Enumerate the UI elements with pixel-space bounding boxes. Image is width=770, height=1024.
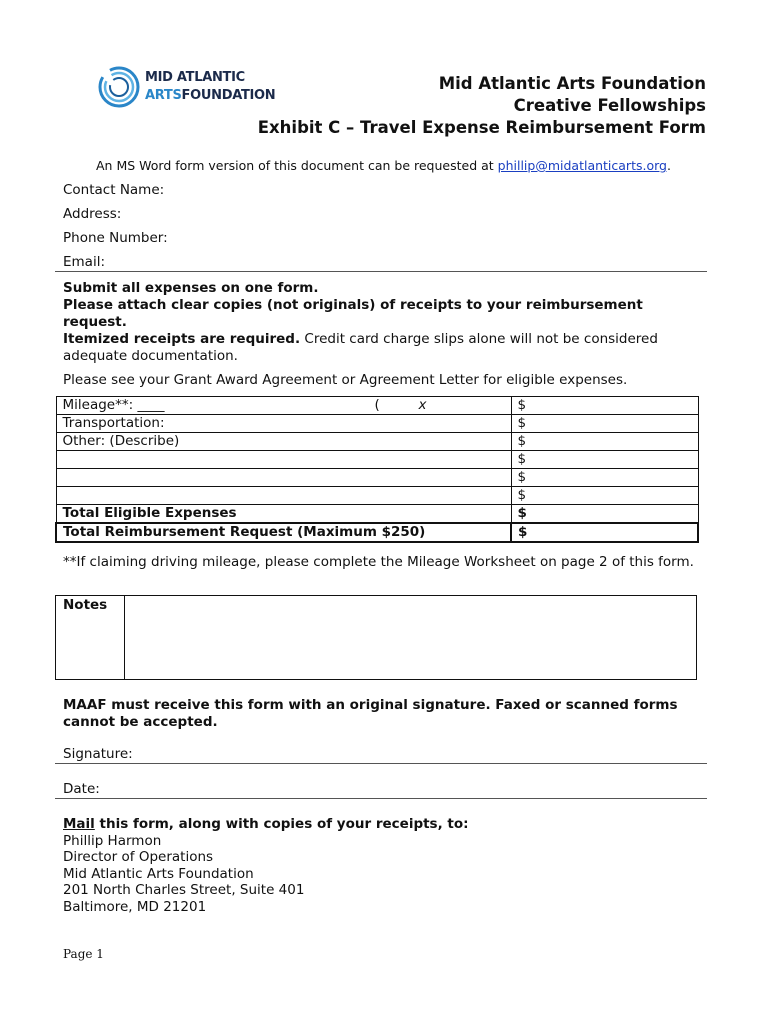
date-line[interactable]	[55, 798, 707, 799]
table-row	[56, 487, 698, 505]
expense-table	[55, 396, 699, 543]
transportation-cell[interactable]: Transportation:	[56, 415, 511, 433]
table-row	[56, 415, 698, 433]
email-label: Email:	[63, 254, 106, 270]
blank-cell[interactable]	[56, 451, 511, 469]
total-label: Total Eligible Expenses	[56, 505, 511, 524]
table-row	[56, 451, 698, 469]
table-row	[56, 469, 698, 487]
logo-line-1: MID ATLANTIC	[145, 70, 245, 85]
logo-ring-icon	[97, 64, 141, 110]
amount-cell[interactable]: $	[511, 397, 698, 415]
foundation-logo	[97, 64, 277, 114]
amount-cell[interactable]: $	[511, 469, 698, 487]
signature-notice: MAAF must receive this form with an original signature. Faxed or scanned forms cannot be accepted.	[63, 697, 678, 730]
address-label: Address:	[63, 206, 122, 222]
amount-cell[interactable]: $	[511, 451, 698, 469]
mailing-address	[63, 816, 469, 915]
address-line: Director of Operations	[63, 849, 214, 865]
eligible-expenses-note: Please see your Grant Award Agreement or Agreement Letter for eligible expenses.	[63, 372, 628, 388]
request-label: Total Reimbursement Request (Maximum $250)	[56, 523, 511, 542]
amount-cell[interactable]: $	[511, 433, 698, 451]
notes-box[interactable]	[55, 595, 697, 680]
word-version-note: An MS Word form version of this document can be requested at phillip@midatlanticarts.org.	[96, 158, 671, 173]
logo-line-2: ARTSFOUNDATION	[145, 88, 276, 103]
blank-cell[interactable]	[56, 487, 511, 505]
phone-label: Phone Number:	[63, 230, 168, 246]
mail-instruction: Mail this form, along with copies of your receipts, to:	[63, 816, 469, 832]
instructions	[63, 280, 703, 365]
amount-cell[interactable]: $	[511, 415, 698, 433]
total-row	[56, 505, 698, 524]
email-link[interactable]: phillip@midatlanticarts.org	[497, 158, 667, 173]
amount-cell[interactable]: $	[511, 487, 698, 505]
table-row	[56, 433, 698, 451]
instruction-itemized: Itemized receipts are required. Credit card charge slips alone will not be considered adequate documentation.	[63, 331, 658, 364]
signature-label: Signature:	[63, 746, 133, 762]
org-title: Mid Atlantic Arts Foundation	[438, 74, 706, 93]
blank-cell[interactable]	[56, 469, 511, 487]
signature-line[interactable]	[55, 763, 707, 764]
instruction-one-form: Submit all expenses on one form.	[63, 280, 319, 296]
notes-label: Notes	[63, 597, 108, 613]
other-cell[interactable]: Other: (Describe)	[56, 433, 511, 451]
instruction-copies: Please attach clear copies (not originals) of receipts to your reimbursement request.	[63, 297, 643, 330]
program-title: Creative Fellowships	[513, 96, 706, 115]
address-line: Phillip Harmon	[63, 832, 162, 849]
request-row	[56, 523, 698, 542]
mileage-cell[interactable]: Mileage**: ____ ( x	[56, 397, 511, 415]
notes-divider	[124, 596, 125, 679]
form-title: Exhibit C – Travel Expense Reimbursement Form	[257, 118, 706, 137]
request-amount-cell[interactable]: $	[511, 523, 698, 542]
page-number: Page 1	[63, 947, 104, 961]
contact-divider	[55, 271, 707, 272]
total-amount-cell[interactable]: $	[511, 505, 698, 524]
address-line: Mid Atlantic Arts Foundation	[63, 865, 254, 882]
date-label: Date:	[63, 781, 100, 797]
mileage-footnote: **If claiming driving mileage, please complete the Mileage Worksheet on page 2 of this form.	[63, 554, 694, 570]
contact-name-label: Contact Name:	[63, 182, 165, 198]
address-line: 201 North Charles Street, Suite 401	[63, 882, 305, 898]
table-row	[56, 397, 698, 415]
address-line: Baltimore, MD 21201	[63, 898, 207, 915]
